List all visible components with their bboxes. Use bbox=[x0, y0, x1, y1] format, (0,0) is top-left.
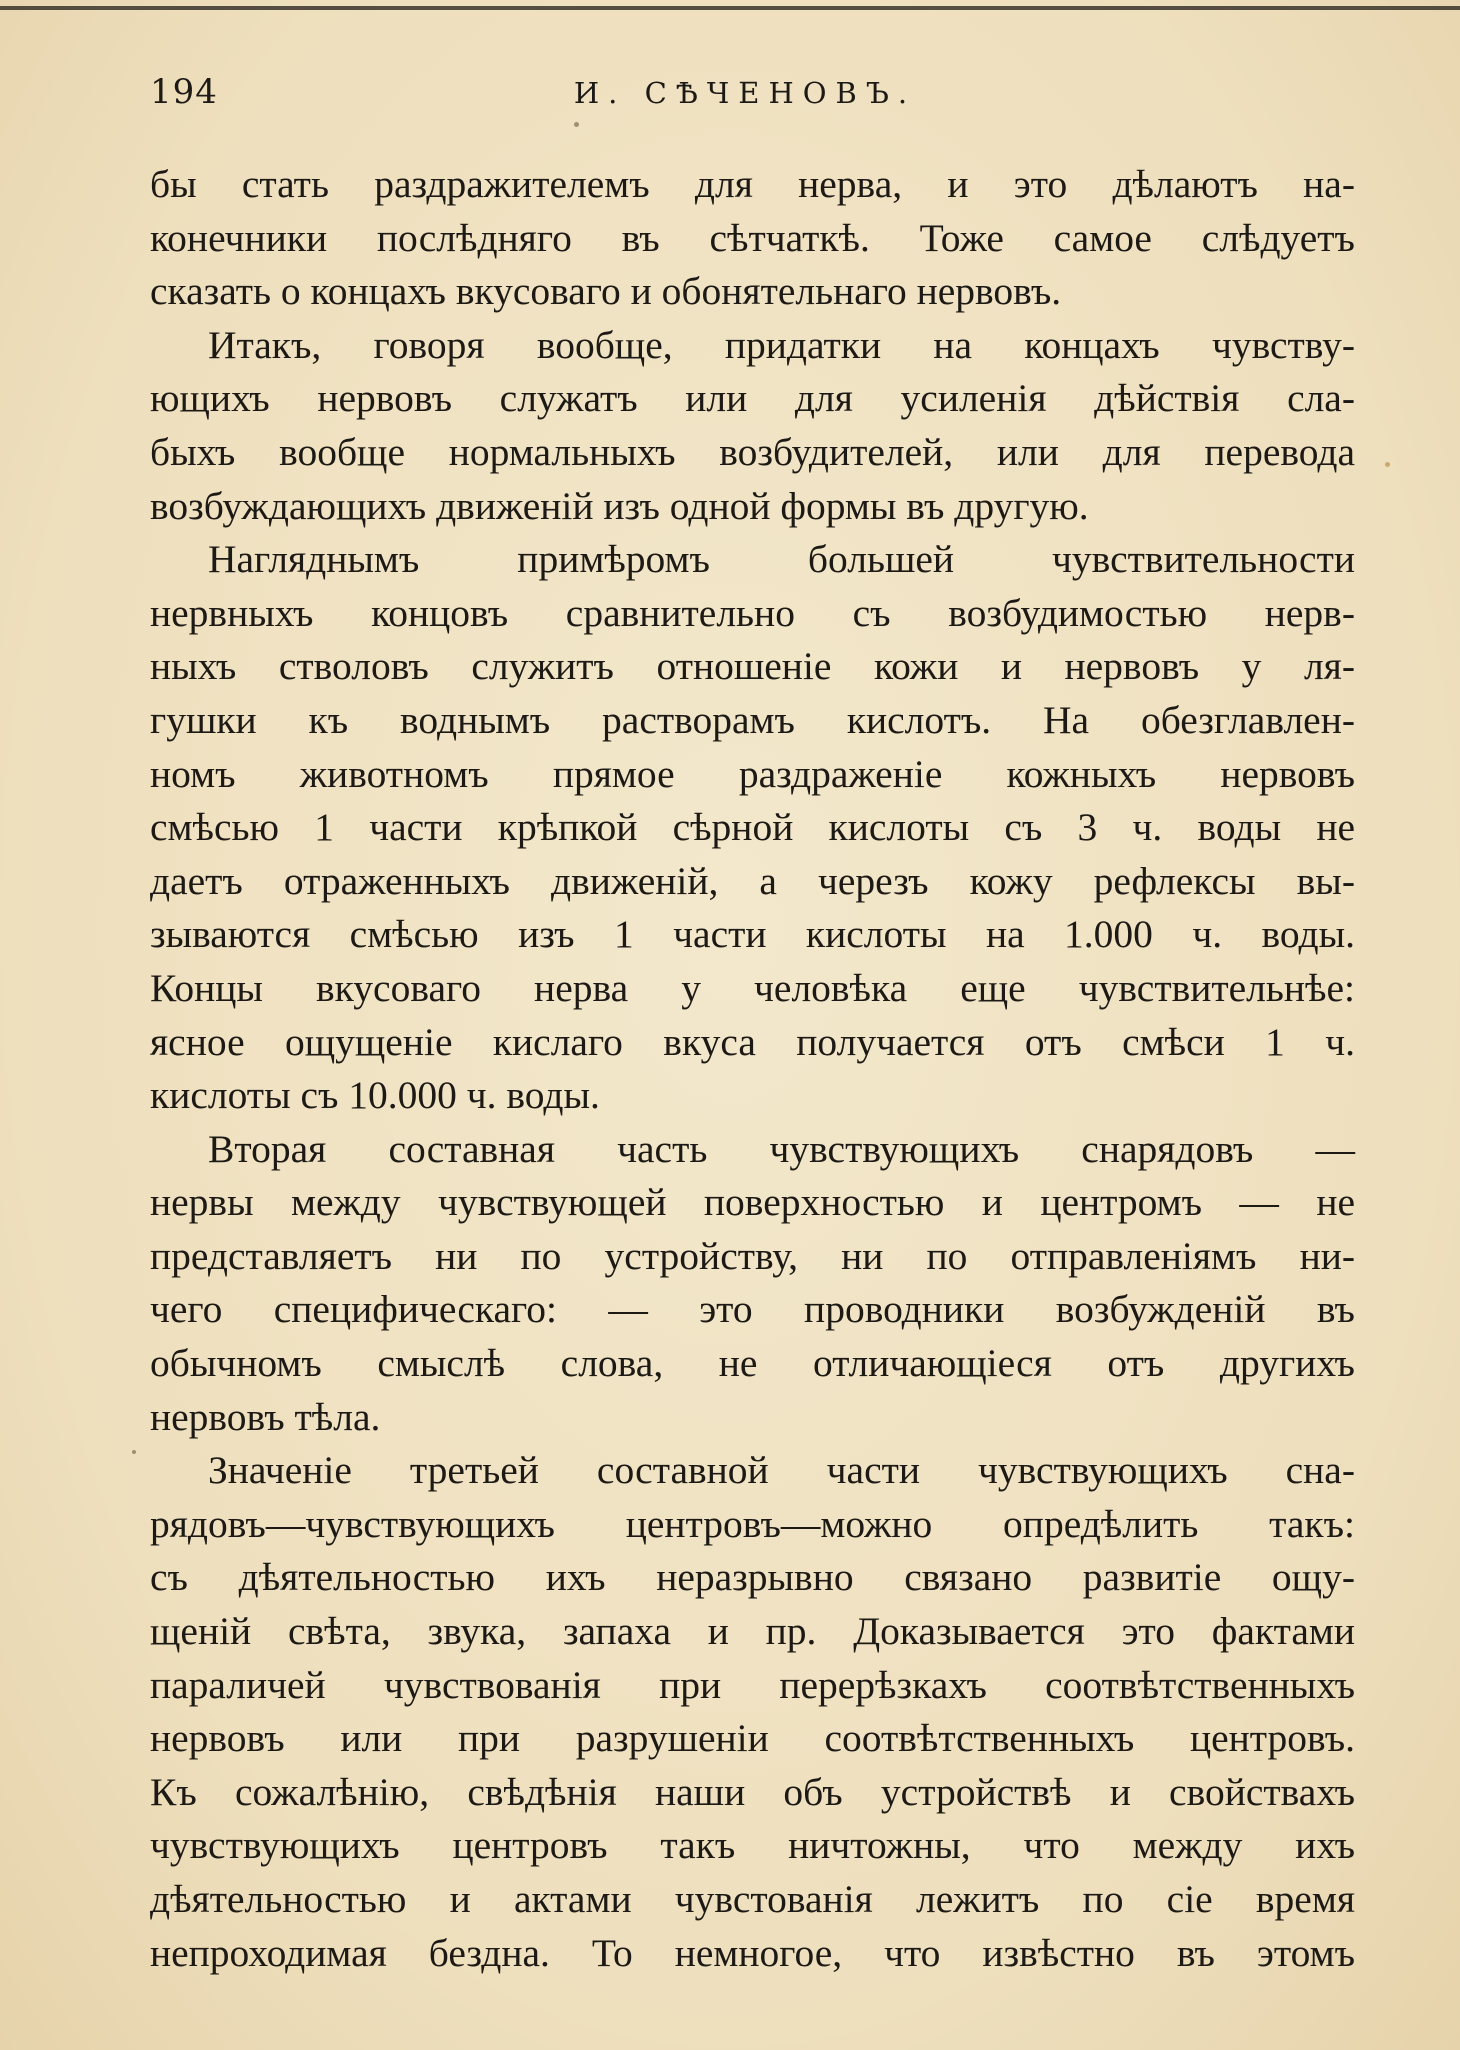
text-line: зываются смѣсью изъ 1 части кислоты на 1.000 ч. воды. bbox=[150, 912, 1355, 957]
text-line: возбуждающихъ движеній изъ одной формы въ другую. bbox=[150, 483, 1089, 528]
running-head bbox=[150, 72, 1340, 122]
text-line: нервы между чувствующей поверхностью и центромъ — не bbox=[150, 1180, 1355, 1225]
text-line: бы стать раздражителемъ для нерва, и это дѣлаютъ на- bbox=[150, 162, 1355, 206]
text-line: представляетъ ни по устройству, ни по отправленіямъ ни- bbox=[150, 1233, 1355, 1278]
top-border-rule bbox=[0, 6, 1460, 10]
running-title: И. СѢЧЕНОВЪ. bbox=[573, 76, 917, 110]
body-text bbox=[150, 158, 1355, 1980]
ink-speck bbox=[574, 122, 579, 127]
text-line: нервныхъ концовъ сравнительно съ возбудимостью нерв- bbox=[150, 590, 1355, 635]
text-line: обычномъ смыслѣ слова, не отличающіеся отъ другихъ bbox=[150, 1341, 1355, 1386]
text-line: смѣсью 1 части крѣпкой сѣрной кислоты съ 3 ч. воды не bbox=[150, 805, 1355, 850]
text-line: сказать о концахъ вкусоваго и обонятельнаго нервовъ. bbox=[150, 269, 1062, 314]
text-line: Къ сожалѣнію, свѣдѣнія наши объ устройствѣ и свойствахъ bbox=[150, 1769, 1355, 1814]
text-line: съ дѣятельностью ихъ неразрывно связано развитіе ощу- bbox=[150, 1555, 1355, 1600]
page-number: 194 bbox=[150, 72, 218, 112]
text-line: кислоты съ 10.000 ч. воды. bbox=[150, 1073, 600, 1118]
text-line: ющихъ нервовъ служатъ или для усиленія дѣйствія сла- bbox=[150, 376, 1355, 421]
paragraph-start-line: Итакъ, говоря вообще, придатки на концахъ чувству- bbox=[208, 322, 1355, 367]
text-line: нервовъ или при разрушеніи соотвѣтственныхъ центровъ. bbox=[150, 1716, 1355, 1761]
text-line: конечники послѣдняго въ сѣтчаткѣ. Тоже самое слѣдуетъ bbox=[150, 215, 1355, 260]
text-line: быхъ вообще нормальныхъ возбудителей, или для перевода bbox=[150, 429, 1355, 474]
text-line: чего специфическаго: — это проводники возбужденій въ bbox=[150, 1287, 1355, 1332]
ink-speck bbox=[1385, 462, 1390, 467]
text-line: рядовъ—чувствующихъ центровъ—можно опредѣлить такъ: bbox=[150, 1501, 1355, 1546]
text-line: ясное ощущеніе кислаго вкуса получается отъ смѣси 1 ч. bbox=[150, 1019, 1355, 1064]
text-line: Концы вкусоваго нерва у человѣка еще чувствительнѣе: bbox=[150, 965, 1355, 1010]
text-line: непроходимая бездна. То немногое, что извѣстно въ этомъ bbox=[150, 1930, 1355, 1975]
text-line: нервовъ тѣла. bbox=[150, 1394, 381, 1439]
paragraph-start-line: Вторая составная часть чувствующихъ снарядовъ — bbox=[208, 1126, 1355, 1171]
paragraph-start-line: Нагляднымъ примѣромъ большей чувствительности bbox=[208, 537, 1355, 582]
text-line: параличей чувствованія при перерѣзкахъ соотвѣтственныхъ bbox=[150, 1662, 1355, 1707]
text-line: чувствующихъ центровъ такъ ничтожны, что между ихъ bbox=[150, 1823, 1355, 1868]
text-line: гушки къ воднымъ растворамъ кислотъ. На обезглавлен- bbox=[150, 697, 1355, 742]
text-line: дѣятельностью и актами чувстованія лежитъ по сіе время bbox=[150, 1877, 1355, 1921]
text-line: номъ животномъ прямое раздраженіе кожныхъ нервовъ bbox=[150, 751, 1355, 796]
text-line: ныхъ стволовъ служитъ отношеніе кожи и нервовъ у ля- bbox=[150, 644, 1355, 689]
text-line: даетъ отраженныхъ движеній, а черезъ кожу рефлексы вы- bbox=[150, 858, 1355, 903]
text-line: щеній свѣта, звука, запаха и пр. Доказывается это фактами bbox=[150, 1609, 1355, 1654]
ink-speck bbox=[132, 1450, 136, 1454]
paragraph-start-line: Значеніе третьей составной части чувствующихъ сна- bbox=[208, 1448, 1355, 1493]
